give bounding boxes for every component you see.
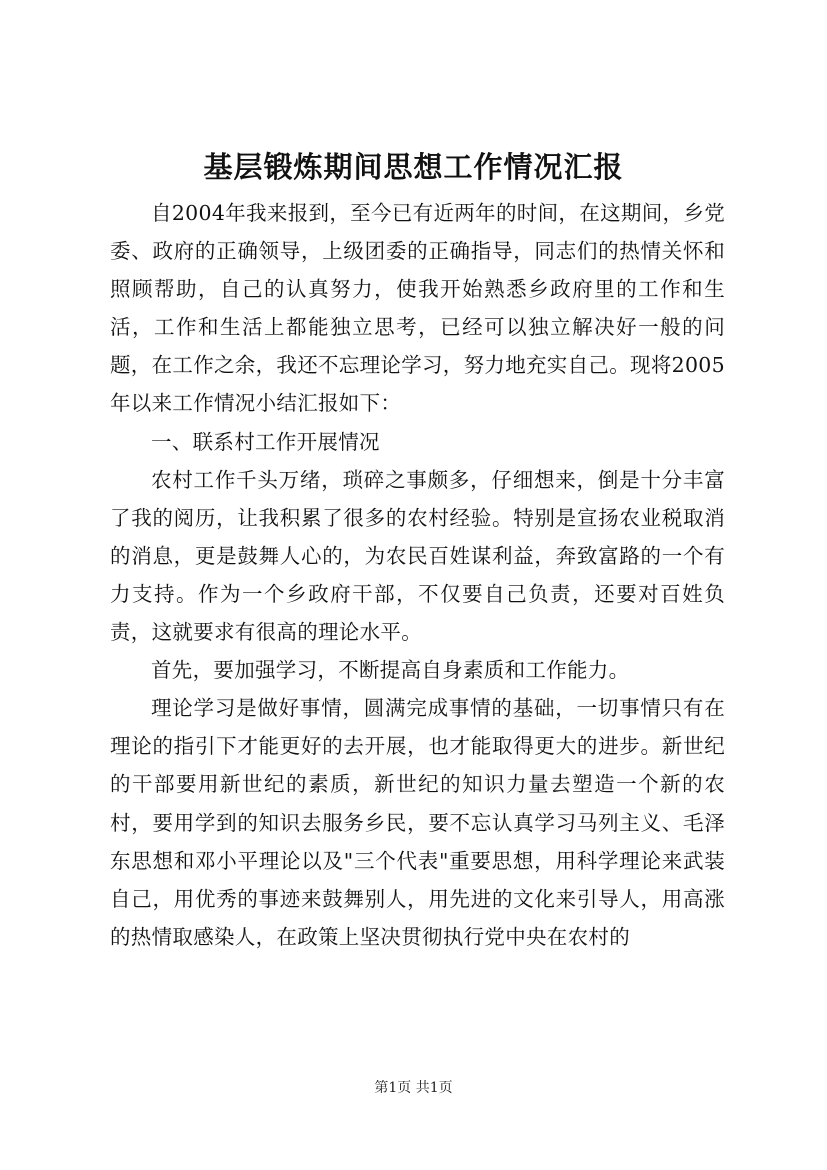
paragraph-village-work: 农村工作千头万绪，琐碎之事颇多，仔细想来，倒是十分丰富了我的阅历，让我积累了很多的农村经验。特别是宣扬农业税取消的消息，更是鼓舞人心的，为农民百姓谋利益，奔致富路的一个有力支持。作为一个乡政府干部，不仅要自己负责，还要对百姓负责，这就要求有很高的理论水平。 <box>110 467 725 645</box>
page-number-footer: 第1页 共1页 <box>374 1080 453 1096</box>
section-heading-village-work: 一、联系村工作开展情况 <box>151 429 380 454</box>
document-title: 基层锻炼期间思想工作情况汇报 <box>203 150 624 184</box>
document-body <box>110 194 725 956</box>
paragraph-intro: 自2004年我来报到，至今已有近两年的时间，在这期间，乡党委、政府的正确领导，上级团委的正确指导，同志们的热情关怀和照顾帮助，自己的认真努力，使我开始熟悉乡政府里的工作和生活，工作和生活上都能独立思考，已经可以独立解决好一般的问题，在工作之余，我还不忘理论学习，努力地充实自己。现将2005年以来工作情况小结汇报如下： <box>110 201 725 416</box>
paragraph-theory-study: 理论学习是做好事情，圆满完成事情的基础，一切事情只有在理论的指引下才能更好的去开展，也才能取得更大的进步。新世纪的干部要用新世纪的素质，新世纪的知识力量去塑造一个新的农村，要用学到的知识去服务乡民，要不忘认真学习马列主义、毛泽东思想和邓小平理论以及"三个代表"重要思想，用科学理论来武装自己，用优秀的事迹来鼓舞别人，用先进的文化来引导人，用高涨的热情取感染人，在政策上坚决贯彻执行党中央在农村的 <box>110 696 725 949</box>
paragraph-first-point: 首先，要加强学习，不断提高自身素质和工作能力。 <box>151 658 630 683</box>
